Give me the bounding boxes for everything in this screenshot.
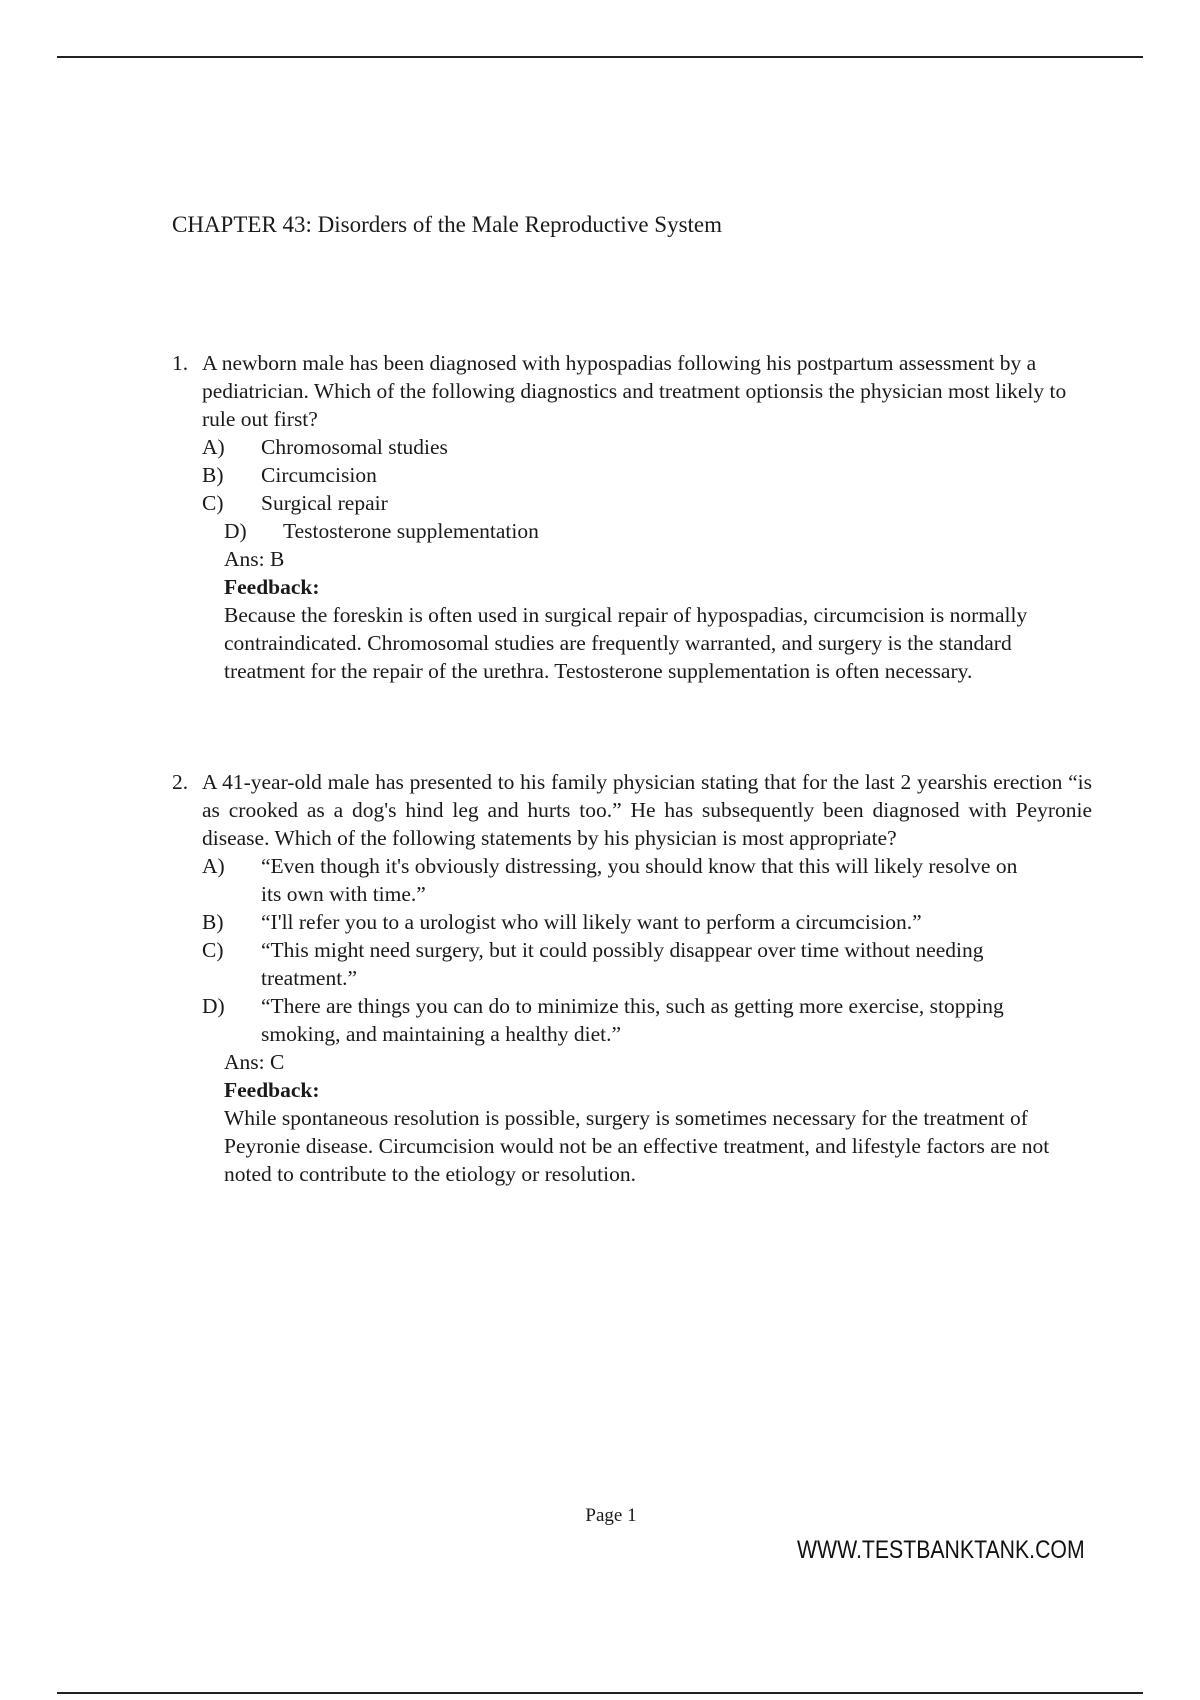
question-2 xyxy=(172,768,1092,1188)
question-2-feedback-label: Feedback: xyxy=(224,1078,320,1102)
question-1-stem xyxy=(172,349,1092,433)
option-letter: B) xyxy=(202,910,224,934)
question-2-stem-text: A 41-year-old male has presented to his family physician stating that for the last 2 yearshis erection “is as crooked as a dog's hind leg and hurts too.” He has subsequently been diagnosed with Peyronie disease. Which of the following statements by his physician is most appropriate? xyxy=(202,770,1092,850)
option-text: “Even though it's obviously distressing, you should know that this will likely resolve on its own with time.” xyxy=(261,854,1018,906)
question-1 xyxy=(172,349,1092,685)
option-letter: A) xyxy=(202,435,225,459)
option-text: Surgical repair xyxy=(261,491,388,515)
question-1-number: 1. xyxy=(172,351,189,375)
question-1-feedback-label: Feedback: xyxy=(224,575,320,599)
question-1-answer: Ans: B xyxy=(224,547,285,571)
question-2-answer-block xyxy=(172,1048,1092,1188)
option-letter: C) xyxy=(202,938,224,962)
question-2-option-b xyxy=(172,908,1092,936)
option-letter: C) xyxy=(202,491,224,515)
option-text: Circumcision xyxy=(261,463,377,487)
option-letter: A) xyxy=(202,854,225,878)
question-2-option-a xyxy=(172,852,1092,908)
option-letter: D) xyxy=(202,994,225,1018)
question-2-option-c xyxy=(172,936,1092,992)
page-number: Page 1 xyxy=(585,1505,637,1526)
question-2-feedback: While spontaneous resolution is possible, surgery is sometimes necessary for the treatment of Peyronie disease. Circumcision would not be an effective treatment, and lifestyle factors are not noted to contribute to the etiology or resolution. xyxy=(224,1106,1050,1186)
option-text: Testosterone supplementation xyxy=(283,519,539,543)
option-text: “I'll refer you to a urologist who will likely want to perform a circumcision.” xyxy=(261,910,922,934)
question-1-option-a xyxy=(172,433,1092,461)
question-1-option-b xyxy=(172,461,1092,489)
question-2-answer: Ans: C xyxy=(224,1050,285,1074)
top-rule xyxy=(57,56,1143,58)
question-1-stem-text: A newborn male has been diagnosed with hypospadias following his postpartum assessment by a pediatrician. Which of the following diagnostics and treatment optionsis the physician most likely to rule out first? xyxy=(202,351,1067,431)
question-1-option-c xyxy=(172,489,1092,517)
chapter-title: CHAPTER 43: Disorders of the Male Reproductive System xyxy=(172,212,723,237)
website-watermark: WWW.TESTBANKTANK.COM xyxy=(797,1536,1085,1564)
option-text: “This might need surgery, but it could possibly disappear over time without needing treatment.” xyxy=(261,938,984,990)
question-1-feedback: Because the foreskin is often used in surgical repair of hypospadias, circumcision is normally contraindicated. Chromosomal studies are frequently warranted, and surgery is the standard treatment for the repair of the urethra. Testosterone supplementation is often necessary. xyxy=(224,603,1028,683)
bottom-rule xyxy=(57,1692,1143,1694)
question-2-stem xyxy=(172,768,1092,852)
option-letter: B) xyxy=(202,463,224,487)
question-1-answer-block xyxy=(172,545,1092,685)
option-letter: D) xyxy=(224,519,247,543)
option-text: Chromosomal studies xyxy=(261,435,448,459)
question-2-number: 2. xyxy=(172,770,189,794)
question-1-option-d xyxy=(172,517,1092,545)
option-text: “There are things you can do to minimize this, such as getting more exercise, stopping smoking, and maintaining a healthy diet.” xyxy=(261,994,1004,1046)
question-2-option-d xyxy=(172,992,1092,1048)
